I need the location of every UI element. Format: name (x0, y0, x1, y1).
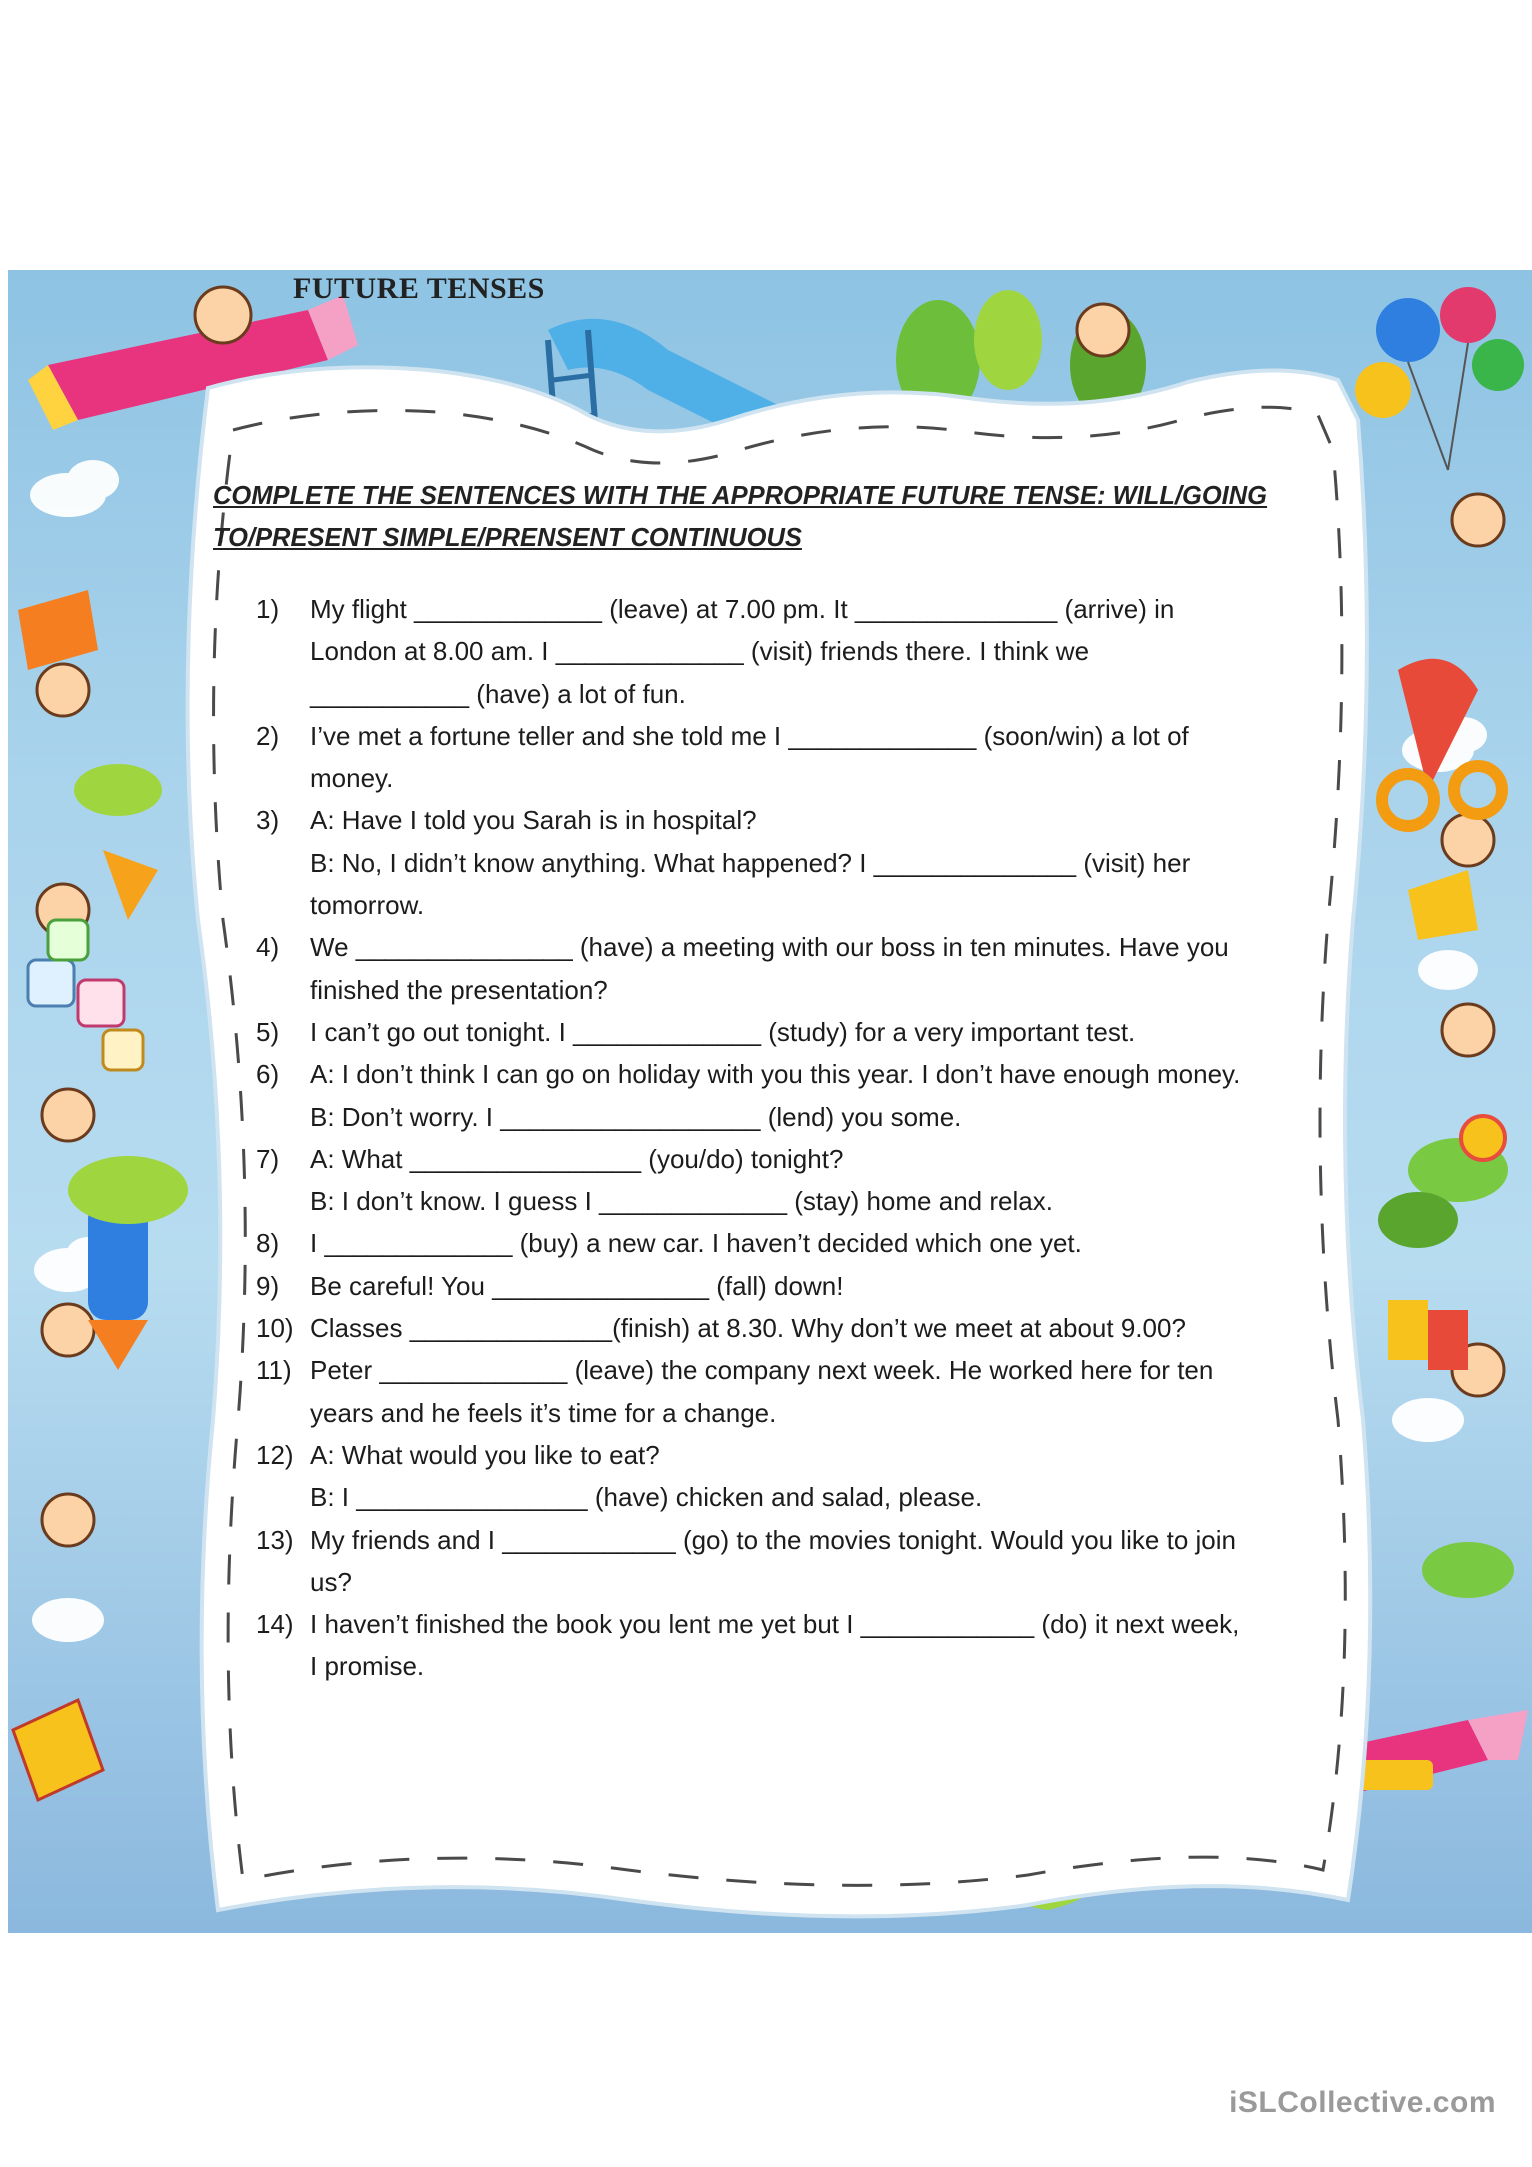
question-text-line: I _____________ (buy) a new car. I haven’t decided which one yet. (310, 1228, 1082, 1259)
instruction-line: COMPLETE THE SENTENCES WITH THE APPROPRIATE FUTURE TENSE: WILL/GOING (213, 482, 1268, 510)
question-number: 9) (256, 1270, 280, 1301)
question-item (256, 715, 1346, 800)
question-text-line: A: I don’t think I can go on holiday with you this year. I don’t have enough money. (310, 1059, 1241, 1090)
question-text-line: I’ve met a fortune teller and she told me I _____________ (soon/win) a lot of (310, 720, 1189, 751)
watermark: iSLCollective.com (1229, 2086, 1496, 2119)
question-text-line: B: I don’t know. I guess I _____________ (stay) home and relax. (310, 1186, 1053, 1217)
question-number: 10) (256, 1313, 294, 1344)
question-number: 11) (256, 1355, 292, 1386)
question-item (256, 1349, 1346, 1434)
question-text-line: years and he feels it’s time for a change. (310, 1397, 777, 1428)
question-text-line: tomorrow. (310, 890, 425, 921)
question-item (256, 588, 1346, 715)
question-text-line: A: Have I told you Sarah is in hospital? (310, 805, 757, 836)
question-number: 3) (256, 805, 280, 836)
question-text-line: A: What would you like to eat? (310, 1439, 660, 1470)
question-text-line: My flight _____________ (leave) at 7.00 pm. It ______________ (arrive) in (310, 594, 1175, 624)
question-text-line: us? (310, 1566, 352, 1597)
question-item (256, 799, 1346, 926)
question-item (256, 1138, 1346, 1223)
worksheet-title: FUTURE TENSES (293, 272, 545, 305)
question-number: 5) (256, 1016, 280, 1047)
question-number: 6) (256, 1059, 280, 1090)
question-item (256, 926, 1346, 1011)
question-text-line: B: Don’t worry. I __________________ (lend) you some. (310, 1101, 962, 1132)
question-text-line: B: No, I didn’t know anything. What happened? I ______________ (visit) her (310, 847, 1191, 878)
question-number: 12) (256, 1439, 294, 1470)
question-number: 14) (256, 1609, 294, 1640)
question-item (256, 1011, 1346, 1053)
question-number: 2) (256, 720, 280, 751)
question-text-line: Classes ______________(finish) at 8.30. Why don’t we meet at about 9.00? (310, 1313, 1186, 1344)
question-text-line: I can’t go out tonight. I _____________ (study) for a very important test. (310, 1016, 1136, 1047)
question-number: 7) (256, 1143, 280, 1174)
question-text-line: My friends and I ____________ (go) to the movies tonight. Would you like to join (310, 1524, 1236, 1555)
question-text-line: I promise. (310, 1651, 425, 1682)
question-item (256, 1519, 1346, 1604)
question-item (256, 1434, 1346, 1519)
question-text-line: I haven’t finished the book you lent me yet but I ____________ (do) it next week, (310, 1609, 1240, 1640)
question-text-line: B: I ________________ (have) chicken and salad, please. (310, 1482, 983, 1513)
question-item (256, 1307, 1346, 1349)
instruction-heading (213, 475, 1273, 559)
question-text-line: Peter _____________ (leave) the company next week. He worked here for ten (310, 1355, 1214, 1386)
instruction-line: TO/PRESENT SIMPLE/PRENSENT CONTINUOUS (213, 524, 802, 552)
worksheet-page (8, 270, 1532, 1933)
question-item (256, 1053, 1346, 1138)
question-item (256, 1222, 1346, 1264)
question-number: 13) (256, 1524, 294, 1555)
question-number: 1) (256, 594, 280, 624)
question-number: 8) (256, 1228, 280, 1259)
question-list (256, 588, 1346, 1688)
question-item (256, 1265, 1346, 1307)
question-item (256, 1603, 1346, 1688)
question-text-line: money. (310, 763, 394, 794)
question-text-line: ___________ (have) a lot of fun. (310, 678, 686, 709)
question-number: 4) (256, 932, 280, 963)
question-text-line: We _______________ (have) a meeting with our boss in ten minutes. Have you (310, 932, 1229, 963)
question-text-line: A: What ________________ (you/do) tonight? (310, 1143, 844, 1174)
question-text-line: London at 8.00 am. I _____________ (visit) friends there. I think we (310, 636, 1090, 667)
question-text-line: Be careful! You _______________ (fall) down! (310, 1270, 844, 1301)
question-text-line: finished the presentation? (310, 974, 608, 1005)
